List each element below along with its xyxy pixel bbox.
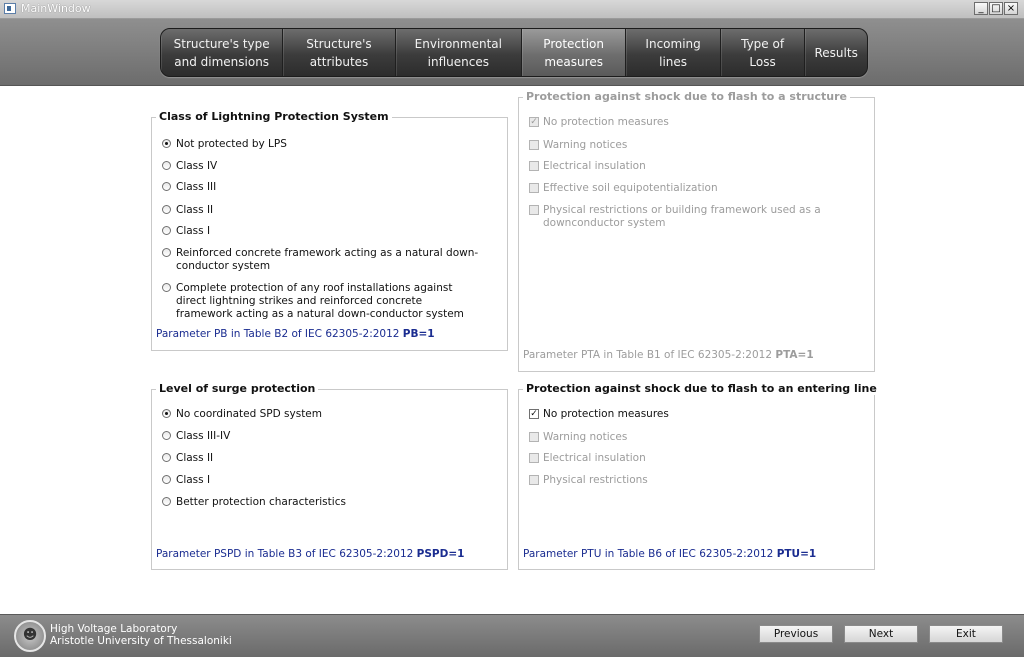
parameter-pta	[523, 349, 814, 361]
tab-label: Structure's type and dimensions	[173, 36, 270, 69]
option-label: Class III	[176, 181, 217, 193]
option-label: Class I	[176, 474, 211, 486]
previous-button[interactable]: Previous	[759, 625, 833, 643]
group-title: Level of surge protection	[156, 382, 318, 395]
radio-indicator[interactable]	[162, 226, 171, 235]
radio-indicator[interactable]	[162, 283, 171, 292]
radio-indicator[interactable]	[162, 431, 171, 440]
title-bar	[0, 0, 1024, 19]
checkbox-indicator[interactable]	[529, 183, 539, 193]
checkbox-physical-restrictions-line[interactable]	[529, 474, 648, 487]
option-label: Warning notices	[543, 139, 628, 151]
checkbox-electrical-insulation-line[interactable]	[529, 452, 646, 465]
checkbox-warning-notices-line[interactable]	[529, 431, 627, 444]
radio-indicator[interactable]	[162, 139, 171, 148]
parameter-text: Parameter PTA in Table B1 of IEC 62305-2:2012	[523, 349, 776, 361]
parameter-pb	[156, 328, 435, 340]
maximize-button[interactable]: □	[989, 2, 1003, 15]
checkbox-no-protection-line[interactable]	[529, 408, 669, 421]
radio-not-protected[interactable]	[162, 138, 287, 151]
radio-indicator[interactable]	[162, 205, 171, 214]
tab-structure-type[interactable]	[161, 29, 283, 76]
option-label: Class III-IV	[176, 430, 231, 442]
group-title: Class of Lightning Protection System	[156, 110, 392, 123]
parameter-text: Parameter PSPD in Table B3 of IEC 62305-2:2012	[156, 548, 417, 560]
header-bar	[0, 19, 1024, 86]
option-label: Electrical insulation	[543, 160, 646, 172]
app-icon	[4, 3, 16, 14]
option-label: Class IV	[176, 160, 218, 172]
parameter-text: Parameter PTU in Table B6 of IEC 62305-2:2012	[523, 548, 777, 560]
checkbox-physical-restrictions-structure[interactable]	[529, 204, 821, 230]
tab-results[interactable]	[805, 29, 867, 76]
parameter-value: PTA=1	[775, 349, 814, 361]
next-button[interactable]: Next	[844, 625, 918, 643]
radio-complete-protection[interactable]	[162, 282, 464, 321]
radio-indicator[interactable]	[162, 409, 171, 418]
tab-label: Protection measures	[543, 36, 605, 69]
option-label: Class I	[176, 225, 211, 237]
tab-label: Type of Loss	[741, 36, 785, 69]
group-title: Protection against shock due to flash to an entering line	[523, 382, 880, 395]
parameter-value: PTU=1	[776, 548, 817, 560]
radio-better-protection[interactable]	[162, 496, 346, 509]
checkbox-indicator[interactable]: ✓	[530, 117, 538, 127]
tab-incoming-lines[interactable]	[626, 29, 720, 76]
parameter-ptu	[523, 548, 816, 560]
exit-button[interactable]: Exit	[929, 625, 1003, 643]
checkbox-indicator[interactable]	[529, 161, 539, 171]
radio-class-iii-iv[interactable]	[162, 430, 230, 443]
radio-indicator[interactable]	[162, 248, 171, 257]
parameter-value: PSPD=1	[416, 548, 465, 560]
parameter-text: Parameter PB in Table B2 of IEC 62305-2:2012	[156, 328, 403, 340]
checkbox-indicator[interactable]	[529, 475, 539, 485]
radio-indicator[interactable]	[162, 182, 171, 191]
checkbox-indicator[interactable]	[529, 453, 539, 463]
radio-reinforced-concrete[interactable]	[162, 247, 478, 273]
radio-class-iii[interactable]	[162, 181, 216, 194]
checkbox-electrical-insulation-structure[interactable]	[529, 160, 646, 173]
parameter-pspd	[156, 548, 464, 560]
lab-name: High Voltage Laboratory	[50, 623, 178, 635]
university-name: Aristotle University of Thessaloniki	[50, 635, 232, 647]
tab-structure-attributes[interactable]	[283, 29, 395, 76]
checkbox-soil-equipotentialization[interactable]	[529, 182, 718, 195]
minimize-button[interactable]: _	[974, 2, 988, 15]
option-label: Warning notices	[543, 431, 628, 443]
option-label: Reinforced concrete framework acting as a natural down- conductor system	[176, 247, 479, 272]
tab-type-of-loss[interactable]	[721, 29, 806, 76]
option-label: No protection measures	[543, 116, 669, 128]
option-label: Electrical insulation	[543, 452, 646, 464]
tab-label: Results	[814, 45, 858, 60]
footer-bar	[0, 614, 1024, 657]
option-label: Physical restrictions or building framework used as a downconductor system	[543, 204, 821, 229]
option-label: Not protected by LPS	[176, 138, 287, 150]
tab-environmental-influences[interactable]	[396, 29, 522, 76]
radio-indicator[interactable]	[162, 453, 171, 462]
option-label: Physical restrictions	[543, 474, 648, 486]
option-label: Class II	[176, 452, 214, 464]
organization-name	[50, 623, 232, 647]
radio-indicator[interactable]	[162, 497, 171, 506]
checkbox-indicator[interactable]	[529, 205, 539, 215]
wizard-nav	[160, 28, 868, 77]
option-label: No coordinated SPD system	[176, 408, 323, 420]
option-label: Better protection characteristics	[176, 496, 346, 508]
close-button[interactable]: ×	[1004, 2, 1018, 15]
tab-label: Structure's attributes	[306, 36, 372, 69]
tab-protection-measures[interactable]	[522, 29, 626, 76]
tab-label: Environmental influences	[414, 36, 502, 69]
parameter-value: PB=1	[402, 328, 435, 340]
university-seal-icon: ☻	[14, 620, 46, 652]
option-label: Complete protection of any roof installations against direct lightning strikes and reinforced concrete framework acting as a natural down-conductor system	[176, 282, 464, 320]
checkbox-indicator[interactable]	[529, 432, 539, 442]
radio-class-iv[interactable]	[162, 160, 217, 173]
radio-class-i[interactable]	[162, 225, 210, 238]
radio-no-coordinated-spd[interactable]	[162, 408, 322, 421]
radio-indicator[interactable]	[162, 161, 171, 170]
option-label: Effective soil equipotentialization	[543, 182, 718, 194]
radio-spd-class-i[interactable]	[162, 474, 210, 487]
option-label: Class II	[176, 204, 214, 216]
group-title: Protection against shock due to flash to a structure	[523, 90, 850, 103]
checkbox-no-protection-structure[interactable]	[529, 116, 669, 129]
checkbox-indicator[interactable]	[529, 140, 539, 150]
checkbox-warning-notices-structure[interactable]	[529, 139, 627, 152]
window-title: MainWindow	[21, 2, 91, 15]
tab-label: Incoming lines	[645, 36, 701, 69]
radio-spd-class-ii[interactable]	[162, 452, 213, 465]
radio-indicator[interactable]	[162, 475, 171, 484]
radio-class-ii[interactable]	[162, 204, 213, 217]
option-label: No protection measures	[543, 408, 669, 420]
checkbox-indicator[interactable]: ✓	[530, 409, 538, 419]
